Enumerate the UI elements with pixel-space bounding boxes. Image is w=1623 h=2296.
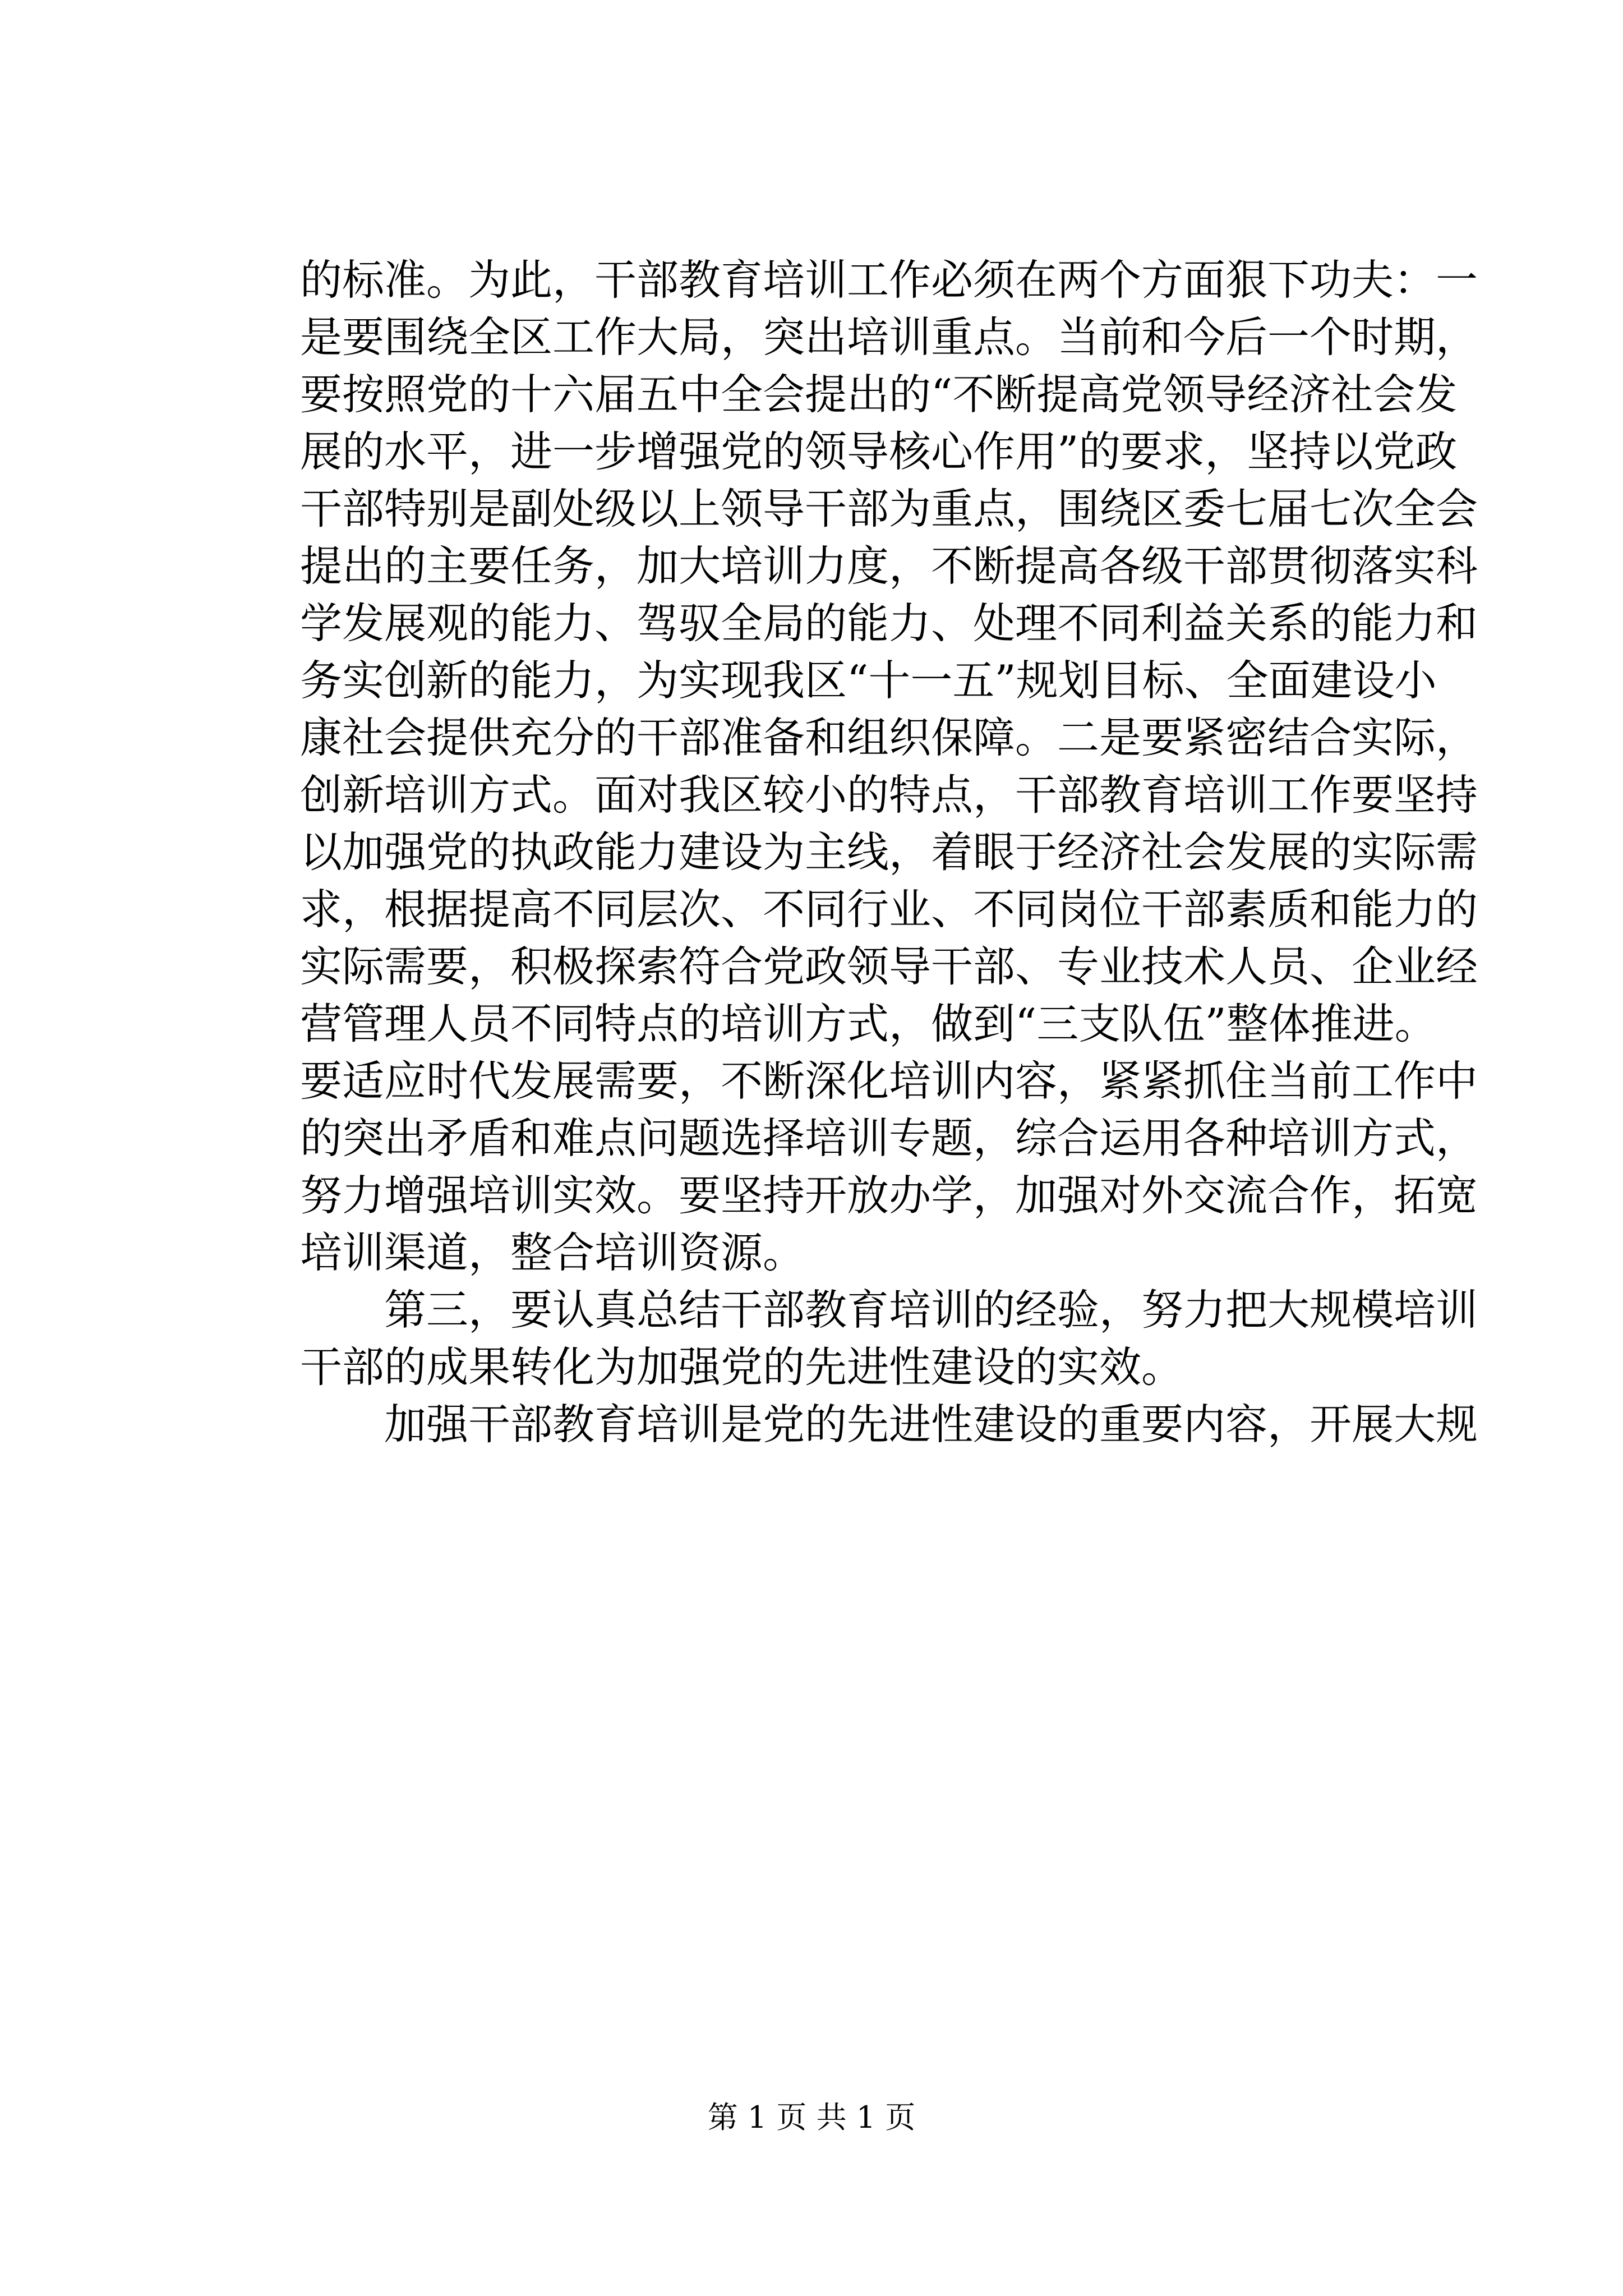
text-line: 的突出矛盾和难点问题选择培训专题，综合运用各种培训方式，	[300, 1114, 1478, 1163]
text-line: 求，根据提高不同层次、不同行业、不同岗位干部素质和能力的	[300, 885, 1478, 934]
text-line: 创新培训方式。面对我区较小的特点，干部教育培训工作要坚持	[300, 770, 1478, 820]
text-line: 展的水平，进一步增强党的领导核心作用”的要求，坚持以党政	[300, 427, 1458, 476]
text-line: 营管理人员不同特点的培训方式，做到“三支队伍”整体推进。	[300, 999, 1437, 1048]
text-line: 是要围绕全区工作大局，突出培训重点。当前和今后一个时期，	[300, 312, 1478, 362]
page-footer	[0, 2098, 1623, 2137]
text-line: 要适应时代发展需要，不断深化培训内容，紧紧抓住当前工作中	[300, 1056, 1478, 1106]
text-line: 加强干部教育培训是党的先进性建设的重要内容，开展大规	[384, 1400, 1478, 1449]
text-line: 的标准。为此，干部教育培训工作必须在两个方面狠下功夫：一	[300, 255, 1478, 305]
text-line: 努力增强培训实效。要坚持开放办学，加强对外交流合作，拓宽	[300, 1171, 1478, 1220]
text-line: 培训渠道，整合培训资源。	[300, 1228, 805, 1277]
text-line: 干部特别是副处级以上领导干部为重点，围绕区委七届七次全会	[300, 484, 1478, 533]
text-line: 康社会提供充分的干部准备和组织保障。二是要紧密结合实际，	[300, 713, 1478, 762]
document-body	[300, 251, 1478, 1453]
text-line: 要按照党的十六届五中全会提出的“不断提高党领导经济社会发	[300, 370, 1458, 419]
text-line: 务实创新的能力，为实现我区“十一五”规划目标、全面建设小	[300, 656, 1437, 705]
page-number-label: 第 1 页 共 1 页	[707, 2100, 916, 2135]
text-line: 以加强党的执政能力建设为主线，着眼于经济社会发展的实际需	[300, 827, 1478, 877]
text-line: 第三，要认真总结干部教育培训的经验，努力把大规模培训	[384, 1285, 1478, 1335]
text-line: 实际需要，积极探索符合党政领导干部、专业技术人员、企业经	[300, 942, 1478, 991]
text-line: 干部的成果转化为加强党的先进性建设的实效。	[300, 1342, 1184, 1392]
text-line: 学发展观的能力、驾驭全局的能力、处理不同利益关系的能力和	[300, 599, 1478, 648]
text-line: 提出的主要任务，加大培训力度，不断提高各级干部贯彻落实科	[300, 541, 1478, 591]
